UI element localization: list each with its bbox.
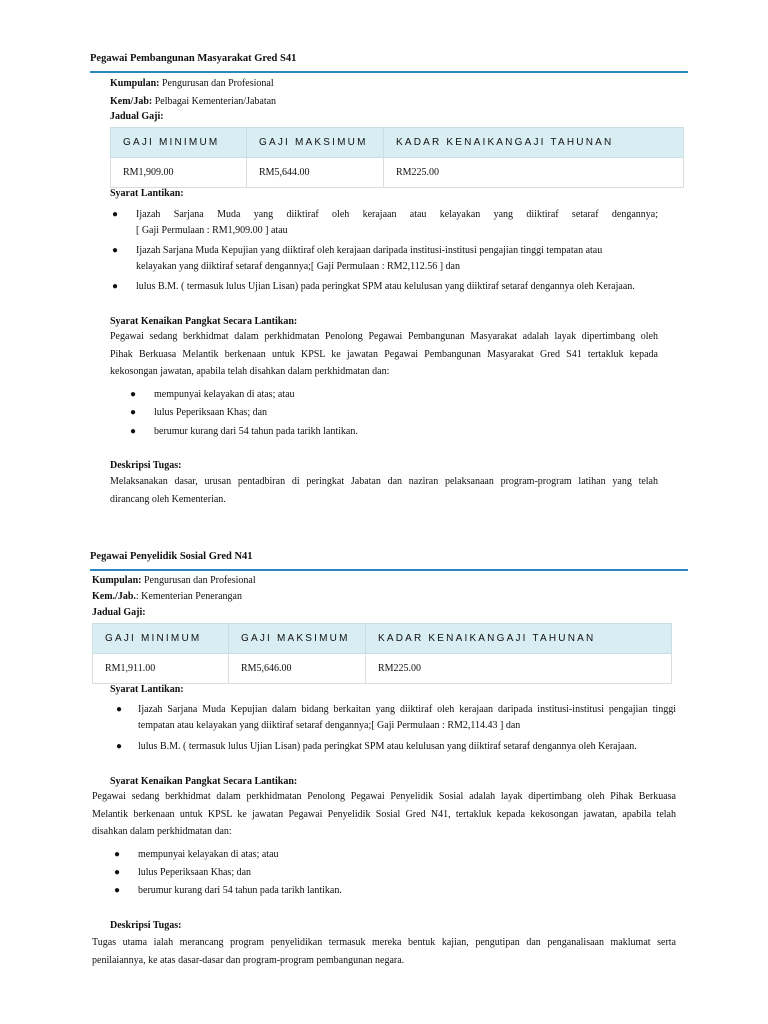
salary-table (92, 623, 672, 684)
paragraph-line: penilaiannya, ke atas dasar-dasar dan program-program pembangunan negara. (92, 954, 405, 966)
salary-table-row (93, 654, 672, 684)
value-gaji-maksimum: RM5,646.00 (229, 654, 366, 684)
salary-table (110, 127, 684, 188)
header-kadar-kenaikan: KADAR KENAIKANGAJI TAHUNAN (366, 624, 672, 654)
list-item (116, 739, 676, 755)
bullet-icon: ● (114, 867, 121, 878)
paragraph-line: Pegawai sedang berkhidmat dalam perkhidmatan Penolong Pegawai Pembangunan Masyarakat adalah layak dipertimbang oleh (110, 331, 658, 342)
kem-value: : Kementerian Penerangan (135, 591, 242, 602)
kenaikan-pangkat-label: Syarat Kenaikan Pangkat Secara Lantikan: (110, 316, 298, 327)
bullet-icon: ● (112, 209, 119, 220)
kenaikan-pangkat-paragraph (92, 788, 676, 841)
list-item (112, 279, 658, 295)
kem-row (110, 96, 276, 107)
list-item (112, 243, 658, 275)
section-rule (90, 71, 688, 73)
bullet-icon: ● (114, 885, 121, 896)
list-item-text: berumur kurang dari 54 tahun pada tarikh lantikan. (154, 426, 358, 437)
value-gaji-minimum: RM1,911.00 (93, 654, 229, 684)
section-title-s41: Pegawai Pembangunan Masyarakat Gred S41 (90, 53, 297, 64)
header-gaji-maksimum: GAJI MAKSIMUM (247, 128, 384, 158)
header-kadar-kenaikan: KADAR KENAIKANGAJI TAHUNAN (384, 128, 684, 158)
value-kadar-kenaikan: RM225.00 (384, 158, 684, 188)
paragraph-line: kekosongan jawatan, apabila telah disahkan dalam perkhidmatan dan: (110, 366, 390, 377)
bullet-icon: ● (114, 849, 121, 860)
list-item-text: tempatan atau kelayakan yang diiktiraf setaraf dengannya;[ Gaji Permulaan : RM2,114.43 ] dan (138, 720, 521, 731)
list-item-text: mempunyai kelayakan di atas; atau (154, 389, 295, 400)
paragraph-line: disahkan dalam perkhidmatan dan: (92, 826, 232, 837)
kem-label: Kem./Jab. (92, 591, 136, 602)
paragraph-line: Tugas utama ialah merancang program penyelidikan termasuk mereka bentuk kajian, pengutipan dan penganalisaan maklumat serta (92, 937, 676, 948)
kumpulan-row (92, 575, 256, 586)
deskripsi-tugas-paragraph (110, 473, 658, 508)
kumpulan-value: Pengurusan dan Profesional (143, 575, 256, 586)
jadual-gaji-label: Jadual Gaji: (110, 111, 164, 122)
bullet-icon: ● (116, 704, 123, 715)
list-item-text: Ijazah Sarjana Muda Kepujian dalam bidang berkaitan yang diiktiraf oleh kerajaan daripada institusi-institusi pengajian tinggi (138, 704, 676, 715)
value-gaji-maksimum: RM5,644.00 (247, 158, 384, 188)
deskripsi-tugas-label: Deskripsi Tugas: (110, 920, 182, 931)
list-item (112, 207, 658, 239)
list-item-text: mempunyai kelayakan di atas; atau (138, 849, 279, 860)
paragraph-line: Pihak Berkuasa Melantik berkenaan untuk KPSL ke jawatan Pegawai Pembangunan Masyarakat Gred S41 tertakluk kepada (110, 348, 658, 360)
kenaikan-pangkat-label: Syarat Kenaikan Pangkat Secara Lantikan: (110, 776, 298, 787)
paragraph-line: Melaksanakan dasar, urusan pentadbiran di peringkat Jabatan dan naziran pelaksanaan program-program latihan yang telah (110, 476, 658, 487)
deskripsi-tugas-paragraph (92, 934, 676, 969)
list-item-text: berumur kurang dari 54 tahun pada tarikh lantikan. (138, 885, 342, 896)
list-item-text: Ijazah Sarjana Muda yang diiktiraf oleh kerajaan atau kelayakan yang diiktiraf setaraf dengannya; (136, 209, 658, 220)
list-item (114, 883, 514, 899)
list-item (130, 424, 530, 440)
section-title-n41: Pegawai Penyelidik Sosial Gred N41 (90, 551, 253, 562)
kumpulan-label: Kumpulan: (92, 575, 142, 586)
paragraph-line: Melantik berkenaan untuk KPSL ke jawatan Pegawai Penyelidik Sosial Gred N41, tertakluk kepada kekosongan jawatan, apabila telah (92, 808, 676, 820)
kem-label: Kem/Jab: (110, 96, 153, 107)
value-gaji-minimum: RM1,909.00 (111, 158, 247, 188)
list-item-text: [ Gaji Permulaan : RM1,909.00 ] atau (136, 225, 288, 236)
bullet-icon: ● (112, 281, 119, 292)
value-kadar-kenaikan: RM225.00 (366, 654, 672, 684)
salary-table-row (111, 158, 684, 188)
kumpulan-row (110, 78, 274, 89)
jadual-gaji-label: Jadual Gaji: (92, 607, 146, 618)
list-item-text: lulus Peperiksaan Khas; dan (138, 867, 252, 878)
list-item-text: lulus B.M. ( termasuk lulus Ujian Lisan) pada peringkat SPM atau kelulusan yang diiktiraf setaraf dengannya oleh Kerajaan. (136, 281, 635, 292)
bullet-icon: ● (112, 245, 119, 256)
section-rule (90, 569, 688, 571)
header-gaji-maksimum: GAJI MAKSIMUM (229, 624, 366, 654)
syarat-lantikan-label: Syarat Lantikan: (110, 188, 184, 199)
list-item-text: kelayakan yang diiktiraf setaraf dengannya;[ Gaji Permulaan : RM2,112.56 ] dan (136, 261, 460, 272)
kenaikan-pangkat-paragraph (110, 328, 658, 381)
paragraph-line: Pegawai sedang berkhidmat dalam perkhidmatan Penolong Pegawai Penyelidik Sosial adalah layak dipertimbang oleh Pihak Berkuasa (92, 791, 676, 802)
list-item-text: lulus B.M. ( termasuk lulus Ujian Lisan) pada peringkat SPM atau kelulusan yang diiktiraf setaraf dengannya oleh Kerajaan. (138, 741, 637, 752)
syarat-lantikan-label: Syarat Lantikan: (110, 684, 184, 695)
header-gaji-minimum: GAJI MINIMUM (93, 624, 229, 654)
kem-value: Pelbagai Kementerian/Jabatan (154, 96, 277, 107)
list-item (130, 405, 530, 421)
paragraph-line: dirancang oleh Kementerian. (110, 493, 226, 505)
bullet-icon: ● (130, 426, 137, 437)
list-item-text: Ijazah Sarjana Muda Kepujian yang diiktiraf oleh kerajaan daripada institusi-institusi pengajian tinggi tempatan atau (136, 245, 603, 256)
header-gaji-minimum: GAJI MINIMUM (111, 128, 247, 158)
salary-table-header (111, 128, 684, 158)
bullet-icon: ● (130, 389, 137, 400)
deskripsi-tugas-label: Deskripsi Tugas: (110, 460, 182, 471)
bullet-icon: ● (116, 741, 123, 752)
list-item (114, 847, 514, 863)
list-item-text: lulus Peperiksaan Khas; dan (154, 407, 268, 418)
kumpulan-value: Pengurusan dan Profesional (161, 78, 274, 89)
bullet-icon: ● (130, 407, 137, 418)
list-item (130, 387, 530, 403)
list-item (114, 865, 514, 881)
salary-table-header (93, 624, 672, 654)
list-item (116, 702, 676, 734)
kem-row (92, 591, 242, 602)
kumpulan-label: Kumpulan: (110, 78, 160, 89)
